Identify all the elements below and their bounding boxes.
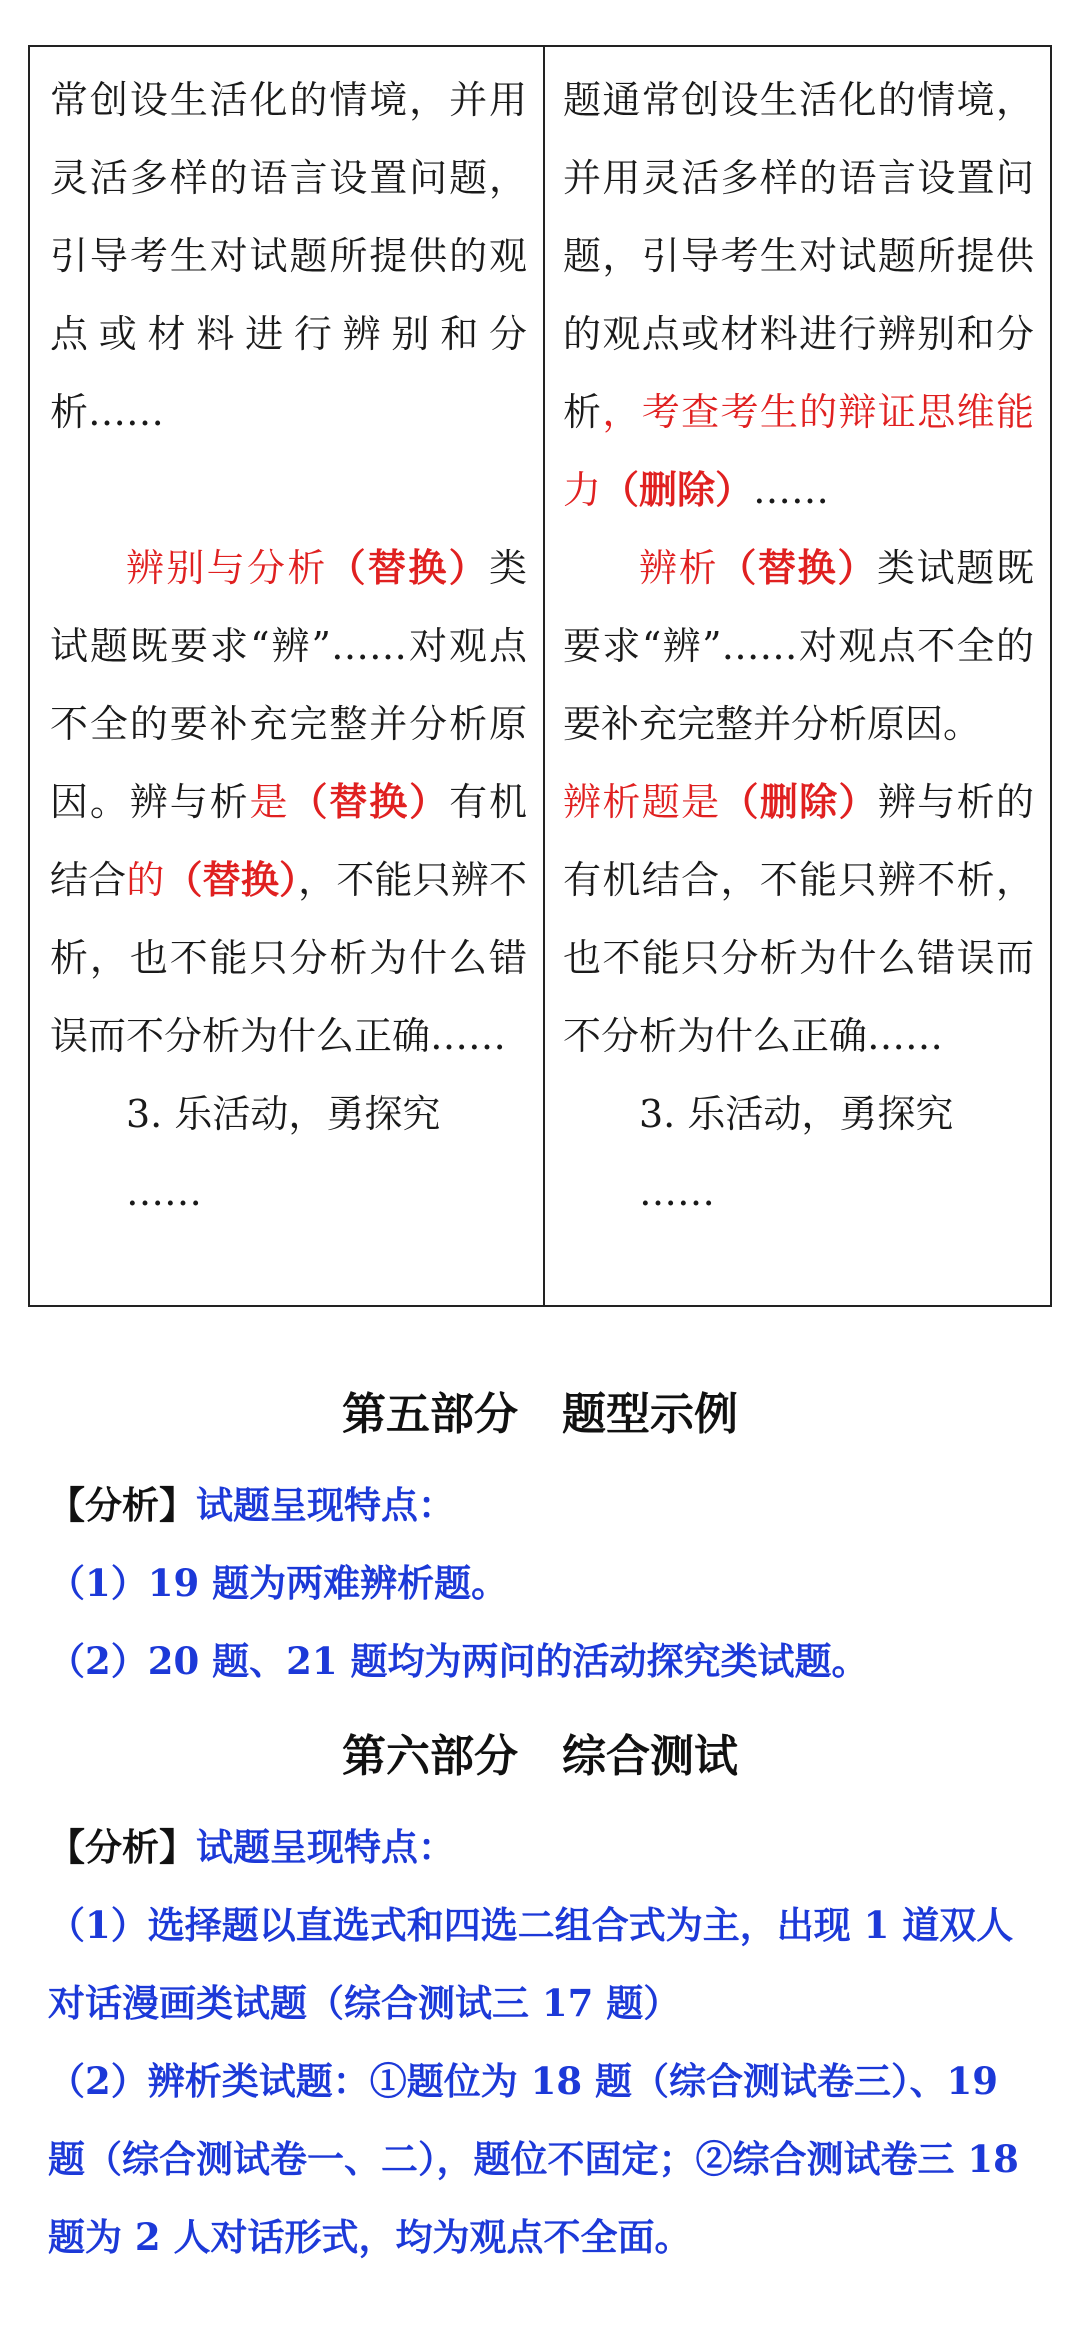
section-6-title: 第六部分 综合测试 (342, 1731, 738, 1782)
analysis-label: 【分析】 (48, 1483, 196, 1527)
right-text-3: 辨与析的有机结合，不能只辨不析，也不能只分析为什么错误而不分析为什么正确…… (563, 780, 1034, 1058)
analysis-intro: 试题呈现特点： (196, 1483, 455, 1527)
analysis-intro-2: 试题呈现特点： (196, 1825, 455, 1869)
left-replace-tag-2: （替换） (289, 779, 450, 824)
section-6-item-1: （1）选择题以直选式和四选二组合式为主，出现 1 道双人对话漫画类试题（综合测试三 17 题） (48, 1903, 1014, 2025)
left-text-2: 有机结合 (50, 780, 527, 902)
right-paragraph-1 (563, 61, 1034, 529)
left-paragraph-2 (50, 529, 527, 1075)
comparison-table (28, 45, 1052, 1307)
right-subheading: 3. 乐活动，勇探究 (639, 1092, 954, 1136)
left-text-3: ，不能只辨不析，也不能只分析为什么错误而不分析为什么正确…… (50, 858, 527, 1058)
right-ellipsis: …… (639, 1170, 715, 1214)
left-ellipsis: …… (126, 1170, 202, 1214)
section-6-analysis (48, 1808, 1043, 2276)
right-red-text-2: 辨析 (639, 546, 719, 590)
right-delete-tag: （删除） (601, 467, 754, 512)
table-left-column (30, 47, 545, 1305)
left-red-text-2: 是 (249, 780, 290, 824)
left-text: 类试题既要求“辨”……对观点不全的要补充完整并分析原因。辨与析 (50, 546, 527, 824)
section-6-item-2: （2）辨析类试题：①题位为 18 题（综合测试卷三）、19 题（综合测试卷一、二），题位不固定；②综合测试卷三 18 题为 2 人对话形式，均为观点不全面。 (48, 2059, 1019, 2259)
right-ellipsis-1: …… (753, 468, 830, 512)
right-red-text: ，考查考生的辩证思维能力 (563, 390, 1034, 512)
right-paragraph-3 (563, 763, 1034, 1075)
left-replace-tag-3: （替换） (164, 857, 299, 902)
table-right-column (545, 47, 1050, 1305)
analysis-label-2: 【分析】 (48, 1825, 196, 1869)
right-red-text-3: 辨析题是 (563, 780, 721, 824)
section-5-analysis (48, 1466, 1043, 1700)
left-red-text: 辨别与分析 (126, 546, 328, 590)
left-subheading: 3. 乐活动，勇探究 (126, 1092, 441, 1136)
left-replace-tag: （替换） (327, 545, 489, 590)
section-5-item-2: （2）20 题、21 题均为两问的活动探究类试题。 (48, 1639, 869, 1683)
left-red-text-3: 的 (126, 858, 165, 902)
right-text: 题通常创设生活化的情境，并用灵活多样的语言设置问题，引导考生对试题所提供的观点或材料进行辨别和分析 (563, 78, 1034, 434)
section-5-title: 第五部分 题型示例 (342, 1389, 738, 1440)
right-text-2: 类试题既要求“辨”……对观点不全的要补充完整并分析原因。 (563, 546, 1034, 746)
section-5-item-1: （1）19 题为两难辨析题。 (48, 1561, 509, 1605)
right-paragraph-2 (563, 529, 1034, 763)
right-delete-tag-2: （删除） (720, 779, 878, 824)
section-6-intro (48, 1808, 1043, 1886)
left-paragraph-1: 常创设生活化的情境，并用灵活多样的语言设置问题，引导考生对试题所提供的观点或材料进行辨别和分析…… (50, 78, 527, 434)
section-5-intro (48, 1466, 1043, 1544)
right-replace-tag: （替换） (718, 545, 877, 590)
